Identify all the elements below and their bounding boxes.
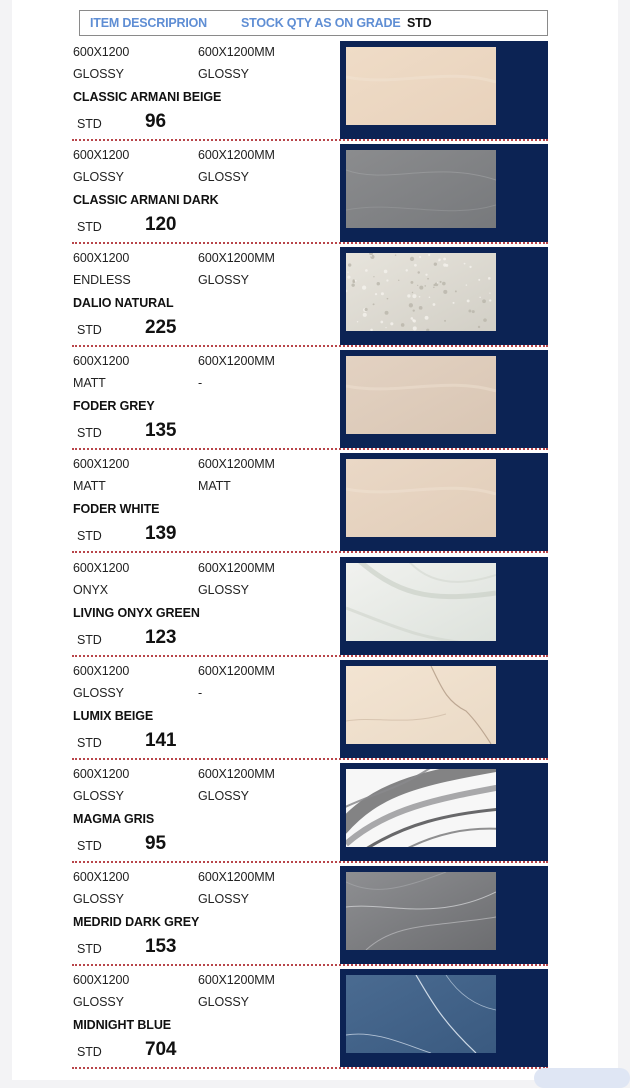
row-divider [72, 1067, 548, 1069]
tile-image-panel [340, 453, 548, 551]
product-name: MAGMA GRIS [73, 811, 155, 826]
product-name: FODER WHITE [73, 502, 160, 517]
finish-secondary-label: - [198, 685, 203, 700]
header-stock-qty: STOCK QTY AS ON GRADE [241, 16, 401, 30]
row-divider [72, 861, 548, 863]
finish-secondary-label: - [198, 376, 203, 391]
finish-label: GLOSSY [73, 685, 124, 700]
tile-image-panel [340, 866, 548, 964]
grade-label: STD [77, 735, 102, 750]
finish-label: MATT [73, 479, 106, 494]
size-label: 600X1200 [73, 766, 130, 781]
stock-quantity: 141 [145, 729, 177, 751]
row-divider [72, 758, 548, 760]
finish-label: GLOSSY [73, 891, 124, 906]
tile-image-panel [340, 350, 548, 448]
finish-label: ENDLESS [73, 273, 131, 288]
stock-quantity: 153 [145, 935, 177, 957]
tile-image[interactable] [346, 563, 496, 641]
tile-image-panel [340, 557, 548, 655]
tile-image-panel [340, 41, 548, 139]
product-name: CLASSIC ARMANI BEIGE [73, 90, 222, 104]
table-header [79, 10, 548, 36]
finish-label: GLOSSY [73, 994, 124, 1009]
finish-label: MATT [73, 376, 106, 391]
tile-image[interactable] [346, 356, 496, 434]
header-item-description: ITEM DESCRIPRION [90, 16, 207, 30]
size-label: 600X1200 [73, 354, 130, 369]
size-label: 600X1200 [73, 869, 130, 884]
finish-secondary-label: GLOSSY [198, 582, 249, 597]
stock-quantity: 225 [145, 317, 177, 339]
tile-image[interactable] [346, 666, 496, 744]
size-mm-label: 600X1200MM [198, 45, 275, 59]
stock-quantity: 120 [145, 214, 177, 236]
product-name: LIVING ONYX GREEN [73, 605, 200, 620]
size-mm-label: 600X1200MM [198, 663, 275, 678]
grade-label: STD [77, 838, 102, 853]
size-mm-label: 600X1200MM [198, 148, 275, 163]
product-row-2[interactable] [70, 144, 548, 242]
size-label: 600X1200 [73, 663, 130, 678]
row-divider [72, 242, 548, 244]
product-row-3[interactable] [70, 247, 548, 345]
grade-label: STD [77, 220, 102, 235]
size-label: 600X1200 [73, 972, 130, 987]
tile-image-panel [340, 763, 548, 861]
tile-image-panel [340, 660, 548, 758]
product-row-10[interactable] [70, 969, 548, 1067]
scroll-hint [534, 1068, 630, 1088]
finish-secondary-label: GLOSSY [198, 67, 249, 81]
finish-secondary-label: GLOSSY [198, 273, 249, 288]
stock-quantity: 139 [145, 523, 177, 545]
size-label: 600X1200 [73, 45, 130, 59]
product-name: DALIO NATURAL [73, 296, 174, 311]
product-row-9[interactable] [70, 866, 548, 964]
finish-label: GLOSSY [73, 67, 124, 81]
product-row-8[interactable] [70, 763, 548, 861]
size-mm-label: 600X1200MM [198, 560, 275, 575]
size-label: 600X1200 [73, 251, 130, 266]
tile-image[interactable] [346, 769, 496, 847]
finish-secondary-label: GLOSSY [198, 170, 249, 185]
tile-image-panel [340, 247, 548, 345]
row-divider [72, 655, 548, 657]
stock-quantity: 95 [145, 832, 166, 854]
product-name: FODER GREY [73, 399, 155, 414]
finish-secondary-label: MATT [198, 479, 231, 494]
finish-label: GLOSSY [73, 170, 124, 185]
tile-image[interactable] [346, 975, 496, 1053]
tile-image[interactable] [346, 47, 496, 125]
size-label: 600X1200 [73, 457, 130, 472]
size-mm-label: 600X1200MM [198, 251, 275, 266]
product-row-4[interactable] [70, 350, 548, 448]
stock-quantity: 135 [145, 420, 177, 442]
row-divider [72, 345, 548, 347]
tile-image-panel [340, 144, 548, 242]
row-divider [72, 551, 548, 553]
product-name: MEDRID DARK GREY [73, 914, 200, 929]
product-row-6[interactable] [70, 557, 548, 655]
row-divider [72, 139, 548, 141]
finish-secondary-label: GLOSSY [198, 788, 249, 803]
grade-label: STD [77, 1044, 102, 1059]
row-divider [72, 448, 548, 450]
grade-label: STD [77, 117, 102, 131]
product-name: CLASSIC ARMANI DARK [73, 193, 219, 208]
product-row-1[interactable] [70, 41, 548, 139]
stock-quantity: 704 [145, 1038, 177, 1060]
tile-image[interactable] [346, 872, 496, 950]
grade-label: STD [77, 529, 102, 544]
finish-secondary-label: GLOSSY [198, 994, 249, 1009]
grade-label: STD [77, 941, 102, 956]
grade-label: STD [77, 426, 102, 441]
product-name: LUMIX BEIGE [73, 708, 154, 723]
size-label: 600X1200 [73, 148, 130, 163]
size-mm-label: 600X1200MM [198, 457, 275, 472]
size-mm-label: 600X1200MM [198, 972, 275, 987]
product-name: MIDNIGHT BLUE [73, 1017, 171, 1032]
grade-label: STD [77, 323, 102, 338]
finish-label: ONYX [73, 582, 109, 597]
finish-secondary-label: GLOSSY [198, 891, 249, 906]
size-mm-label: 600X1200MM [198, 354, 275, 369]
grade-label: STD [77, 632, 102, 647]
size-mm-label: 600X1200MM [198, 766, 275, 781]
product-row-5[interactable] [70, 453, 548, 551]
stock-quantity: 123 [145, 626, 177, 648]
header-grade: STD [407, 16, 432, 30]
product-row-7[interactable] [70, 660, 548, 758]
tile-image-panel [340, 969, 548, 1067]
size-label: 600X1200 [73, 560, 130, 575]
tile-image[interactable] [346, 253, 496, 331]
tile-image[interactable] [346, 150, 496, 228]
row-divider [72, 964, 548, 966]
tile-image[interactable] [346, 459, 496, 537]
size-mm-label: 600X1200MM [198, 869, 275, 884]
stock-quantity: 96 [145, 111, 166, 132]
finish-label: GLOSSY [73, 788, 124, 803]
